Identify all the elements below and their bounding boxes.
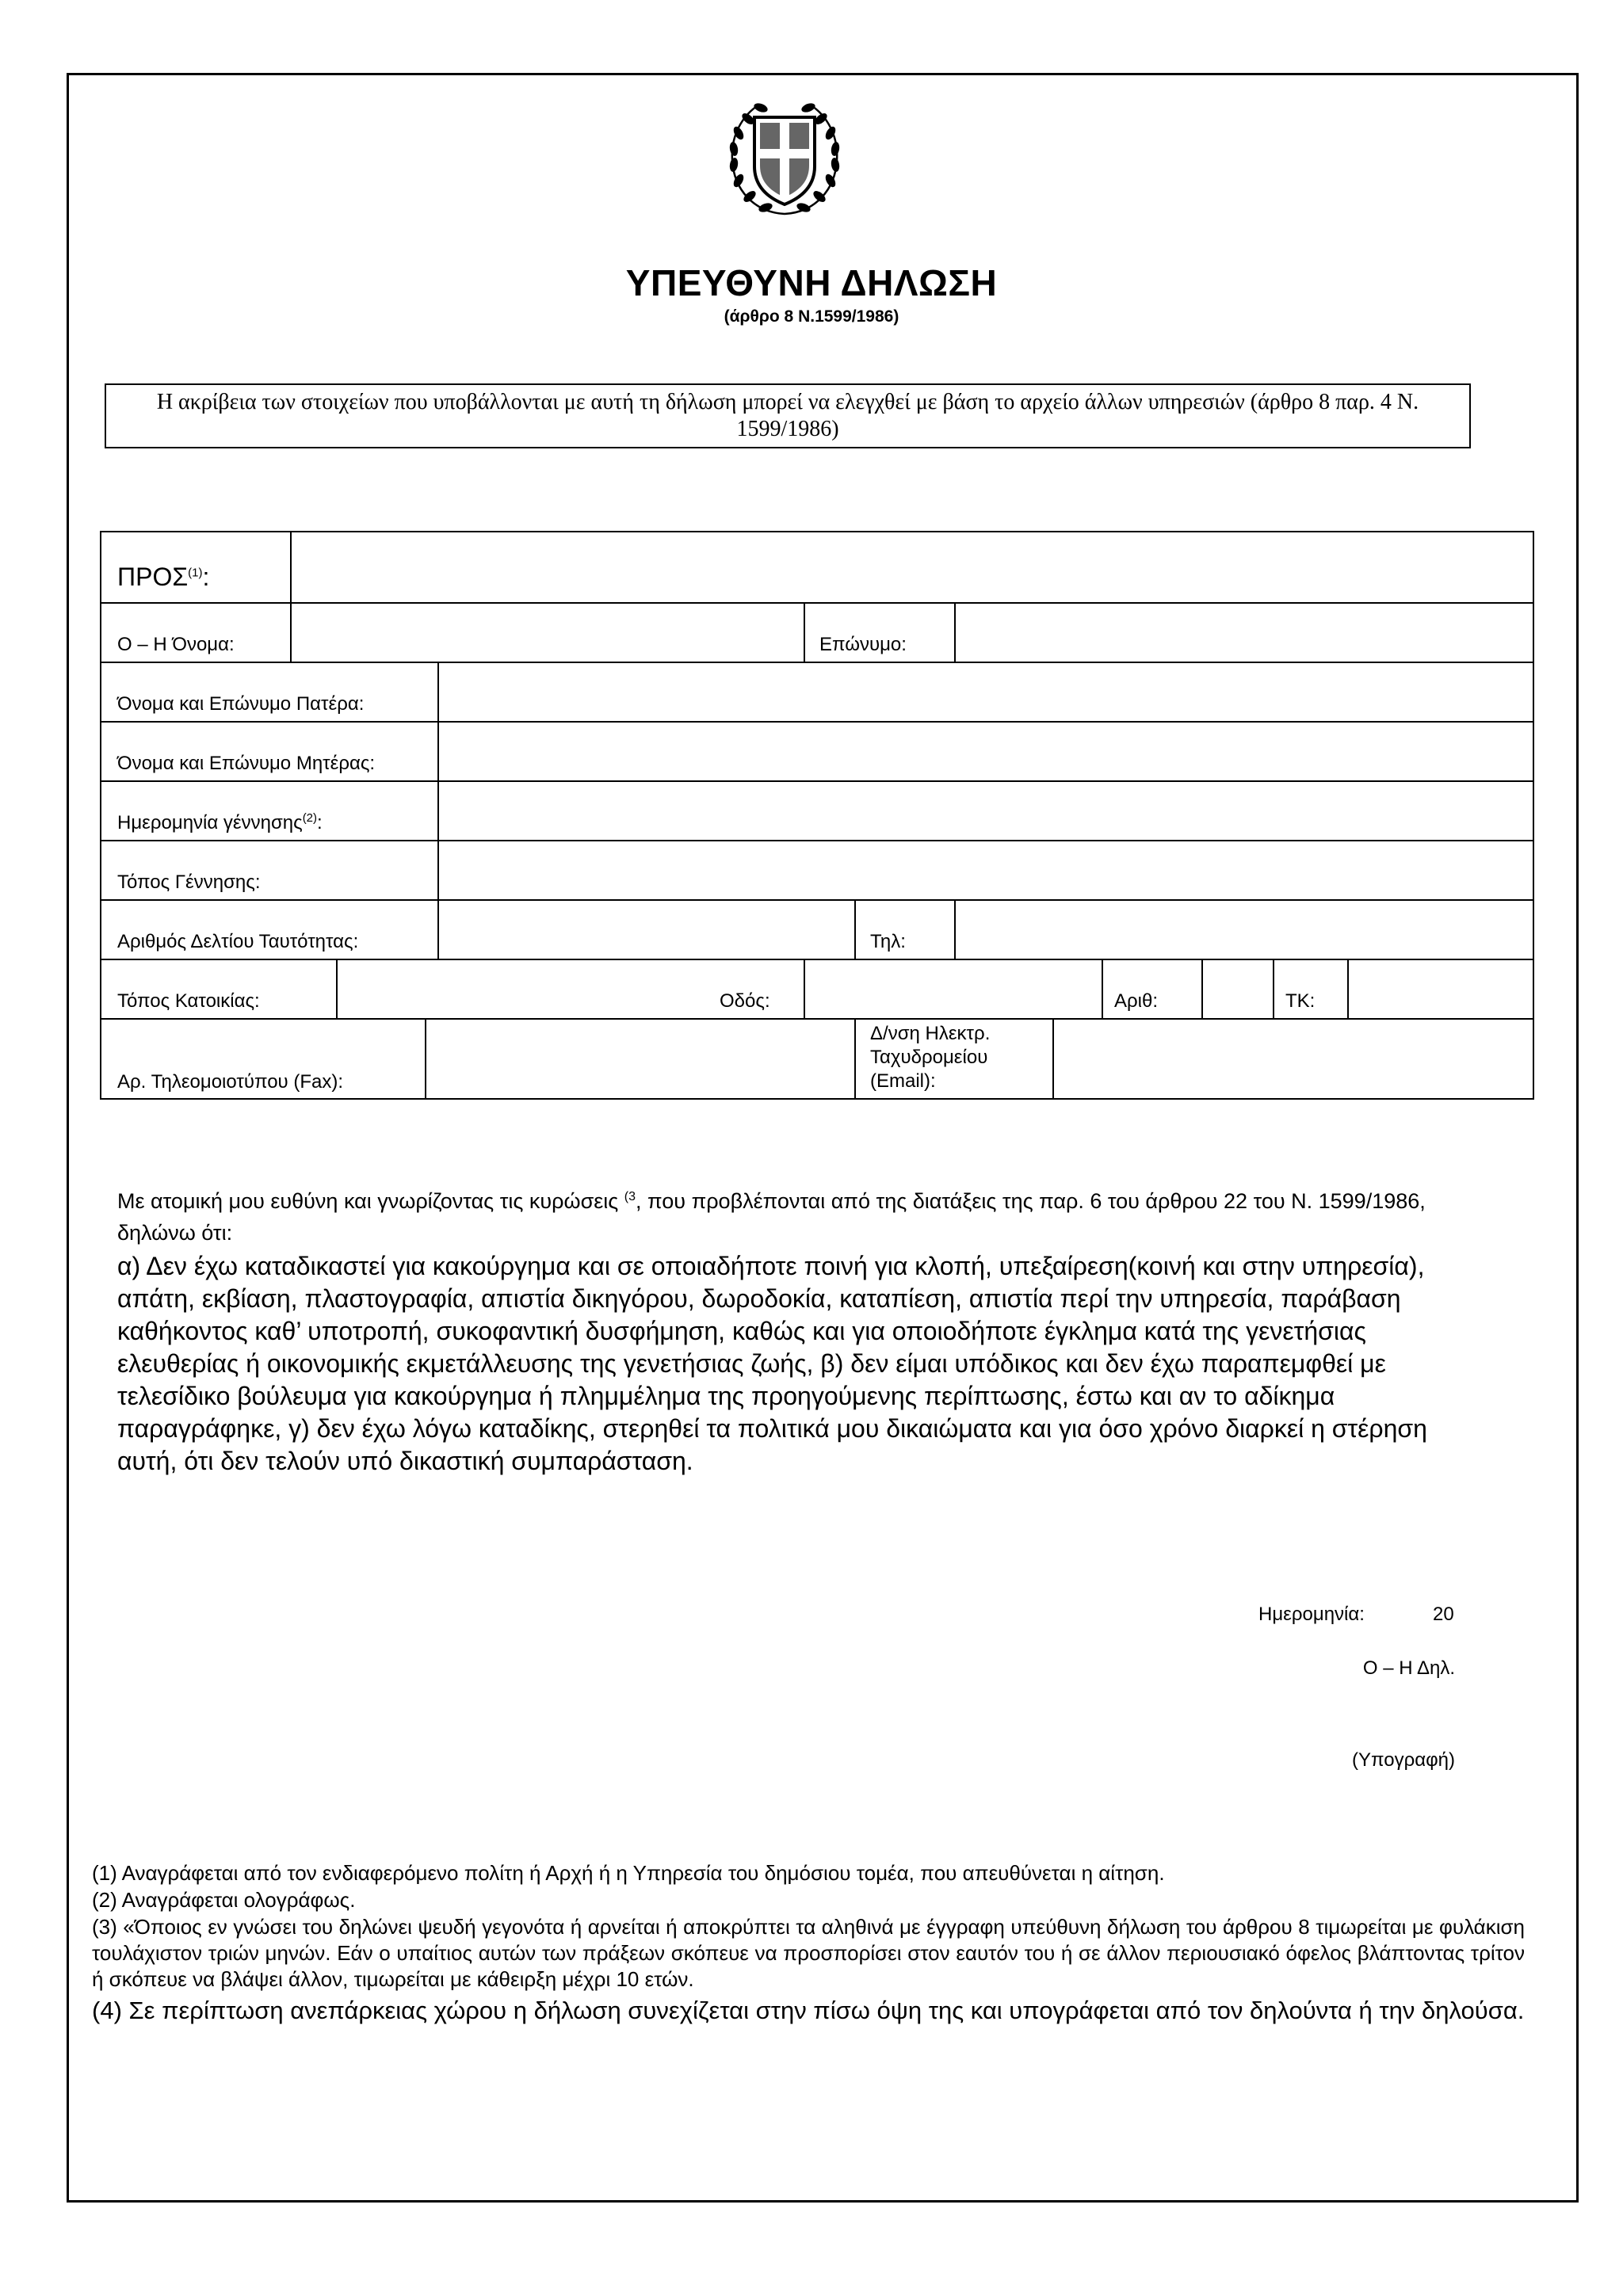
first-name-field[interactable]	[292, 604, 804, 662]
phone-field[interactable]	[956, 901, 1533, 959]
personal-details-form	[100, 531, 1534, 1100]
date-value: 20	[1433, 1604, 1454, 1625]
birthplace-field[interactable]	[439, 841, 1533, 899]
verification-notice: Η ακρίβεια των στοιχείων που υποβάλλονται με αυτή τη δήλωση μπορεί να ελεγχθεί με βάση το αρχείο άλλων υπηρεσιών (άρθρο 8 παρ. 4 Ν. 1599/1986)	[105, 383, 1471, 448]
residence-label: Τόπος Κατοικίας:	[117, 990, 260, 1012]
postcode-label: ΤΚ:	[1285, 990, 1316, 1012]
date-label: Ημερομηνία:	[1258, 1604, 1365, 1625]
postcode-field[interactable]	[1349, 960, 1533, 1018]
to-label: ΠΡΟΣ$^{(1)}$:	[117, 563, 210, 591]
street-number-label: Αριθ:	[1114, 990, 1159, 1012]
surname-field[interactable]	[956, 604, 1533, 662]
signature-label: (Υπογραφή)	[1352, 1749, 1455, 1771]
page-subtitle: (άρθρο 8 Ν.1599/1986)	[724, 307, 899, 326]
birthplace-label: Τόπος Γέννησης:	[117, 871, 261, 893]
street-number-field[interactable]	[1203, 960, 1273, 1018]
id-number-field[interactable]	[439, 901, 854, 959]
id-number-label: Αριθμός Δελτίου Ταυτότητας:	[117, 931, 359, 952]
footnote-2: (2) Αναγράφεται ολογράφως.	[92, 1888, 356, 1912]
mother-name-label: Όνομα και Επώνυμο Μητέρας:	[117, 753, 376, 774]
birthdate-label: Ημερομηνία γέννησης$^{(2)}$:	[117, 811, 323, 833]
father-name-label: Όνομα και Επώνυμο Πατέρα:	[117, 693, 365, 715]
fax-field[interactable]	[426, 1020, 854, 1100]
email-field[interactable]	[1054, 1020, 1533, 1100]
page-title: ΥΠΕΥΘΥΝΗ ΔΗΛΩΣΗ	[625, 262, 998, 303]
street-field[interactable]	[805, 960, 1102, 1018]
declaration-text: α) Δεν έχω καταδικαστεί για κακούργημα και σε οποιαδήποτε ποινή για κλοπή, υπεξαίρεση(κοινή και στην υπηρεσία), απάτη, εκβίαση, πλαστογραφία, απιστία δικηγόρου, δωροδοκία, καταπίεση, απιστία περί την υπηρεσία, παράβαση καθήκοντος καθ’ υποτροπή, συκοφαντική δυσφήμηση, καθώς και για οποιοδήποτε έγκλημα κατά της γενετήσιας ελευθερίας ή οικονομικής εκμετάλλευσης της γενετήσιας ζωής, β) δεν είμαι υπόδικος και δεν έχω παραπεμφθεί με τελεσίδικο βούλευμα για κακούργημα ή πλημμέλημα της προηγούμενης περίπτωσης, έστω και αν το αδίκημα παραγράφηκε, γ) δεν έχω λόγω καταδίκης, στερηθεί τα πολιτικά μου δικαιώματα και για όσο χρόνο διαρκεί η στέρηση αυτή, ότι δεν τελούν υπό δικαστική συμπαράσταση.	[117, 1252, 1427, 1475]
birthdate-field[interactable]	[439, 782, 1533, 840]
fax-label: Αρ. Τηλεομοιοτύπου (Fax):	[117, 1071, 343, 1093]
statement-intro: Με ατομική μου ευθύνη και γνωρίζοντας τις κυρώσεις $^{(3}$, που προβλέπονται από της διατάξεις της παρ. 6 του άρθρου 22 του Ν. 1599/1986, δηλώνω ότι:	[117, 1189, 1426, 1245]
first-name-label: Ο – Η Όνομα:	[117, 634, 235, 655]
phone-label: Τηλ:	[870, 931, 906, 952]
coat-of-arms-icon	[723, 93, 846, 219]
mother-name-field[interactable]	[439, 723, 1533, 780]
footnote-4: (4) Σε περίπτωση ανεπάρκειας χώρου η δήλωση συνεχίζεται στην πίσω όψη της και υπογράφεται από τον δηλούντα ή την δηλούσα.	[92, 1997, 1525, 2024]
declarant-label: Ο – Η Δηλ.	[1362, 1657, 1455, 1679]
to-field[interactable]	[292, 532, 1533, 602]
surname-label: Επώνυμο:	[819, 634, 907, 655]
email-label: Δ/νση Ηλεκτρ. Ταχυδρομείου (Email):	[870, 1023, 991, 1092]
footnote-1: (1) Αναγράφεται από τον ενδιαφερόμενο πολίτη ή Αρχή ή η Υπηρεσία του δημόσιου τομέα, που απευθύνεται η αίτηση.	[92, 1861, 1165, 1885]
footnote-3: (3) «Όποιος εν γνώσει του δηλώνει ψευδή γεγονότα ή αρνείται ή αποκρύπτει τα αληθινά με έγγραφη υπεύθυνη δήλωση του άρθρου 8 τιμωρείται με φυλάκιση τουλάχιστον τριών μηνών. Εάν ο υπαίτιος αυτών των πράξεων σκόπευε να προσπορίσει στον εαυτόν του ή σε άλλον περιουσιακό όφελος βλάπτοντας τρίτον ή σκόπευε να βλάψει άλλον, τιμωρείται με κάθειρξη μέχρι 10 ετών.	[92, 1915, 1525, 1991]
street-label: Οδός:	[720, 990, 770, 1012]
father-name-field[interactable]	[439, 663, 1533, 721]
